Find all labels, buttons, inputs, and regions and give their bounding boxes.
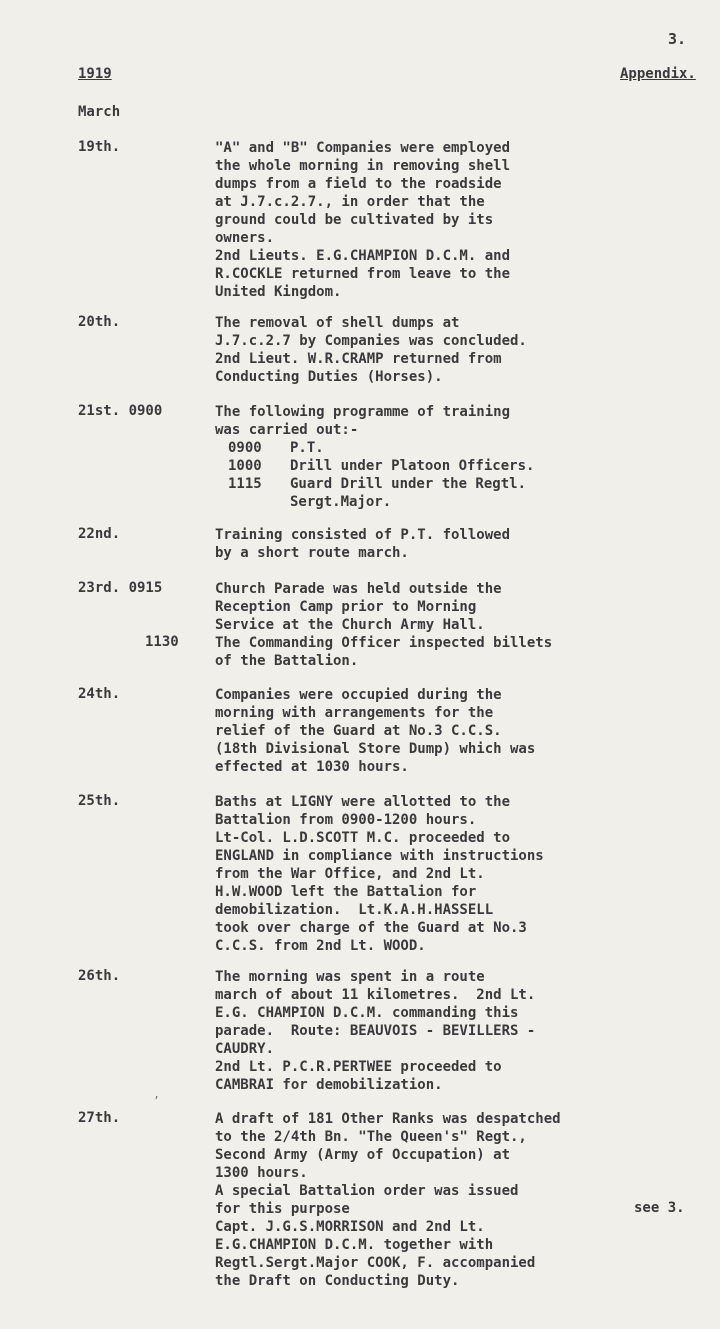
entry-line: (18th Divisional Store Dump) which was bbox=[215, 741, 536, 757]
entry-line: United Kingdom. bbox=[215, 284, 342, 300]
entry-date: 23rd. 0915 bbox=[78, 580, 163, 596]
entry-line: Training consisted of P.T. followed bbox=[215, 527, 511, 543]
entry-line: took over charge of the Guard at No.3 bbox=[215, 920, 527, 936]
entry-line: E.G.CHAMPION D.C.M. together with bbox=[215, 1237, 494, 1253]
entry-line: 2nd Lieuts. E.G.CHAMPION D.C.M. and bbox=[215, 248, 511, 264]
programme-item: Drill under Platoon Officers. bbox=[290, 458, 535, 474]
entry-line: The morning was spent in a route bbox=[215, 969, 485, 985]
entry-line: Lt-Col. L.D.SCOTT M.C. proceeded to bbox=[215, 830, 511, 846]
entry-line: demobilization. Lt.K.A.H.HASSELL bbox=[215, 902, 494, 918]
programme-time: 0900 bbox=[228, 440, 262, 456]
entry-line: A draft of 181 Other Ranks was despatched bbox=[215, 1111, 561, 1127]
entry-line: The Commanding Officer inspected billets bbox=[215, 635, 553, 651]
entry-time: 1130 bbox=[145, 634, 179, 650]
entry-line: Battalion from 0900-1200 hours. bbox=[215, 812, 477, 828]
entry-line: Baths at LIGNY were allotted to the bbox=[215, 794, 511, 810]
entry-line: Reception Camp prior to Morning bbox=[215, 599, 477, 615]
entry-line: by a short route march. bbox=[215, 545, 409, 561]
entry-line: dumps from a field to the roadside bbox=[215, 176, 502, 192]
entry-line: was carried out:- bbox=[215, 422, 359, 438]
entry-line: owners. bbox=[215, 230, 275, 246]
entry-date: 19th. bbox=[78, 139, 121, 155]
page-number: 3. bbox=[668, 30, 687, 48]
entry-line: of the Battalion. bbox=[215, 653, 359, 669]
entry-line: H.W.WOOD left the Battalion for bbox=[215, 884, 477, 900]
side-note: see 3. bbox=[634, 1200, 685, 1216]
entry-line: the Draft on Conducting Duty. bbox=[215, 1273, 460, 1289]
entry-line: The following programme of training bbox=[215, 404, 511, 420]
appendix-heading: Appendix. bbox=[620, 66, 696, 82]
entry-line: Regtl.Sergt.Major COOK, F. accompanied bbox=[215, 1255, 536, 1271]
year-heading: 1919 bbox=[78, 66, 112, 82]
entry-date: 27th. bbox=[78, 1110, 121, 1126]
entry-line: Second Army (Army of Occupation) at bbox=[215, 1147, 511, 1163]
entry-line: parade. Route: BEAUVOIS - BEVILLERS - bbox=[215, 1023, 536, 1039]
entry-line: at J.7.c.2.7., in order that the bbox=[215, 194, 485, 210]
programme-item: Sergt.Major. bbox=[290, 494, 392, 510]
entry-line: A special Battalion order was issued bbox=[215, 1183, 519, 1199]
stray-pencil-mark: ’ bbox=[153, 1094, 160, 1107]
entry-line: J.7.c.2.7 by Companies was concluded. bbox=[215, 333, 527, 349]
entry-line: CAUDRY. bbox=[215, 1041, 275, 1057]
entry-line: 2nd Lieut. W.R.CRAMP returned from bbox=[215, 351, 502, 367]
entry-line: ground could be cultivated by its bbox=[215, 212, 494, 228]
entry-line: R.COCKLE returned from leave to the bbox=[215, 266, 511, 282]
programme-item: P.T. bbox=[290, 440, 324, 456]
entry-line: Capt. J.G.S.MORRISON and 2nd Lt. bbox=[215, 1219, 485, 1235]
entry-line: morning with arrangements for the bbox=[215, 705, 494, 721]
entry-line: CAMBRAI for demobilization. bbox=[215, 1077, 443, 1093]
entry-line: E.G. CHAMPION D.C.M. commanding this bbox=[215, 1005, 519, 1021]
entry-date: 24th. bbox=[78, 686, 121, 702]
entry-line: 2nd Lt. P.C.R.PERTWEE proceeded to bbox=[215, 1059, 502, 1075]
entry-line: C.C.S. from 2nd Lt. WOOD. bbox=[215, 938, 426, 954]
entry-line: 1300 hours. bbox=[215, 1165, 308, 1181]
entry-date: 20th. bbox=[78, 314, 121, 330]
entry-line: march of about 11 kilometres. 2nd Lt. bbox=[215, 987, 536, 1003]
entry-line: Service at the Church Army Hall. bbox=[215, 617, 485, 633]
entry-line: Church Parade was held outside the bbox=[215, 581, 502, 597]
programme-time: 1115 bbox=[228, 476, 262, 492]
entry-date: 22nd. bbox=[78, 526, 121, 542]
entry-line: the whole morning in removing shell bbox=[215, 158, 511, 174]
entry-date: 25th. bbox=[78, 793, 121, 809]
entry-line: relief of the Guard at No.3 C.C.S. bbox=[215, 723, 502, 739]
programme-item: Guard Drill under the Regtl. bbox=[290, 476, 527, 492]
entry-line: from the War Office, and 2nd Lt. bbox=[215, 866, 485, 882]
programme-time: 1000 bbox=[228, 458, 262, 474]
entry-line: for this purpose bbox=[215, 1201, 350, 1217]
entry-line: ENGLAND in compliance with instructions bbox=[215, 848, 544, 864]
entry-line: "A" and "B" Companies were employed bbox=[215, 140, 511, 156]
month-heading: March bbox=[78, 104, 121, 120]
entry-line: Companies were occupied during the bbox=[215, 687, 502, 703]
entry-date: 26th. bbox=[78, 968, 121, 984]
entry-line: Conducting Duties (Horses). bbox=[215, 369, 443, 385]
entry-line: effected at 1030 hours. bbox=[215, 759, 409, 775]
entry-date: 21st. 0900 bbox=[78, 403, 163, 419]
entry-line: The removal of shell dumps at bbox=[215, 315, 460, 331]
entry-line: to the 2/4th Bn. "The Queen's" Regt., bbox=[215, 1129, 527, 1145]
